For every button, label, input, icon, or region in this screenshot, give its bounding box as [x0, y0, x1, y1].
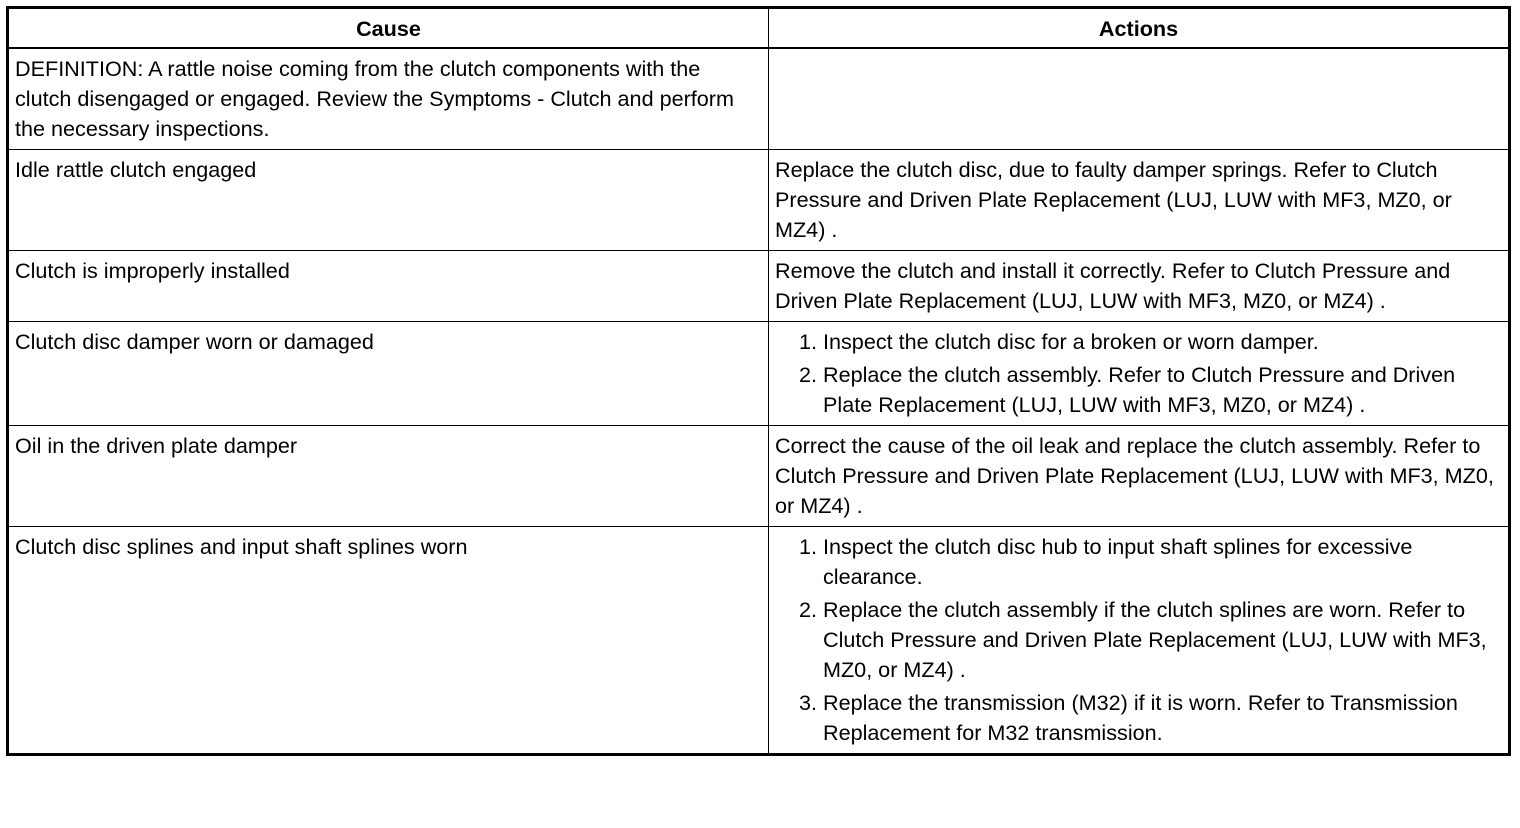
table-row — [8, 150, 1510, 251]
table-body — [8, 48, 1510, 755]
action-step-text: Replace the transmission (M32) if it is worn. Refer to Transmission Replacement for M32 transmission. — [823, 690, 1458, 745]
table-header — [8, 8, 1510, 49]
action-step-text: Replace the clutch assembly. Refer to Clutch Pressure and Driven Plate Replacement (LUJ, LUW with MF3, MZ0, or MZ4) . — [823, 362, 1456, 417]
action-cell: Replace the clutch disc, due to faulty damper springs. Refer to Clutch Pressure and Driven Plate Replacement (LUJ, LUW with MF3, MZ0, or MZ4) . — [769, 150, 1510, 251]
action-cell: Remove the clutch and install it correctly. Refer to Clutch Pressure and Driven Plate Replacement (LUJ, LUW with MF3, MZ0, or MZ4) . — [769, 251, 1510, 322]
table-row — [8, 251, 1510, 322]
action-cell — [769, 527, 1510, 755]
action-cell: Correct the cause of the oil leak and replace the clutch assembly. Refer to Clutch Pressure and Driven Plate Replacement (LUJ, LUW with MF3, MZ0, or MZ4) . — [769, 426, 1510, 527]
cause-cell: Clutch is improperly installed — [8, 251, 769, 322]
header-row — [8, 8, 1510, 49]
table-row — [8, 426, 1510, 527]
table-row — [8, 322, 1510, 426]
cause-cell: Clutch disc damper worn or damaged — [8, 322, 769, 426]
cause-cell: Oil in the driven plate damper — [8, 426, 769, 527]
action-step — [823, 532, 1502, 592]
action-step-text: Inspect the clutch disc for a broken or worn damper. — [823, 329, 1319, 354]
cause-column-header: Cause — [8, 8, 769, 49]
action-step — [823, 688, 1502, 748]
table-row — [8, 48, 1510, 150]
action-step — [823, 360, 1502, 420]
table-row — [8, 527, 1510, 755]
action-cell — [769, 322, 1510, 426]
cause-cell: Clutch disc splines and input shaft splines worn — [8, 527, 769, 755]
action-step-text: Replace the clutch assembly if the clutch splines are worn. Refer to Clutch Pressure and Driven Plate Replacement (LUJ, LUW with MF3, MZ0, or MZ4) . — [823, 597, 1487, 682]
cause-cell: Idle rattle clutch engaged — [8, 150, 769, 251]
action-cell — [769, 48, 1510, 150]
action-step — [823, 595, 1502, 685]
cause-cell: DEFINITION: A rattle noise coming from the clutch components with the clutch disengaged or engaged. Review the Symptoms - Clutch and perform the necessary inspections. — [8, 48, 769, 150]
actions-column-header: Actions — [769, 8, 1510, 49]
action-step — [823, 327, 1502, 357]
action-step-text: Inspect the clutch disc hub to input shaft splines for excessive clearance. — [823, 534, 1413, 589]
action-steps-list — [775, 532, 1502, 748]
diagnostic-table — [6, 6, 1511, 756]
action-steps-list — [775, 327, 1502, 420]
